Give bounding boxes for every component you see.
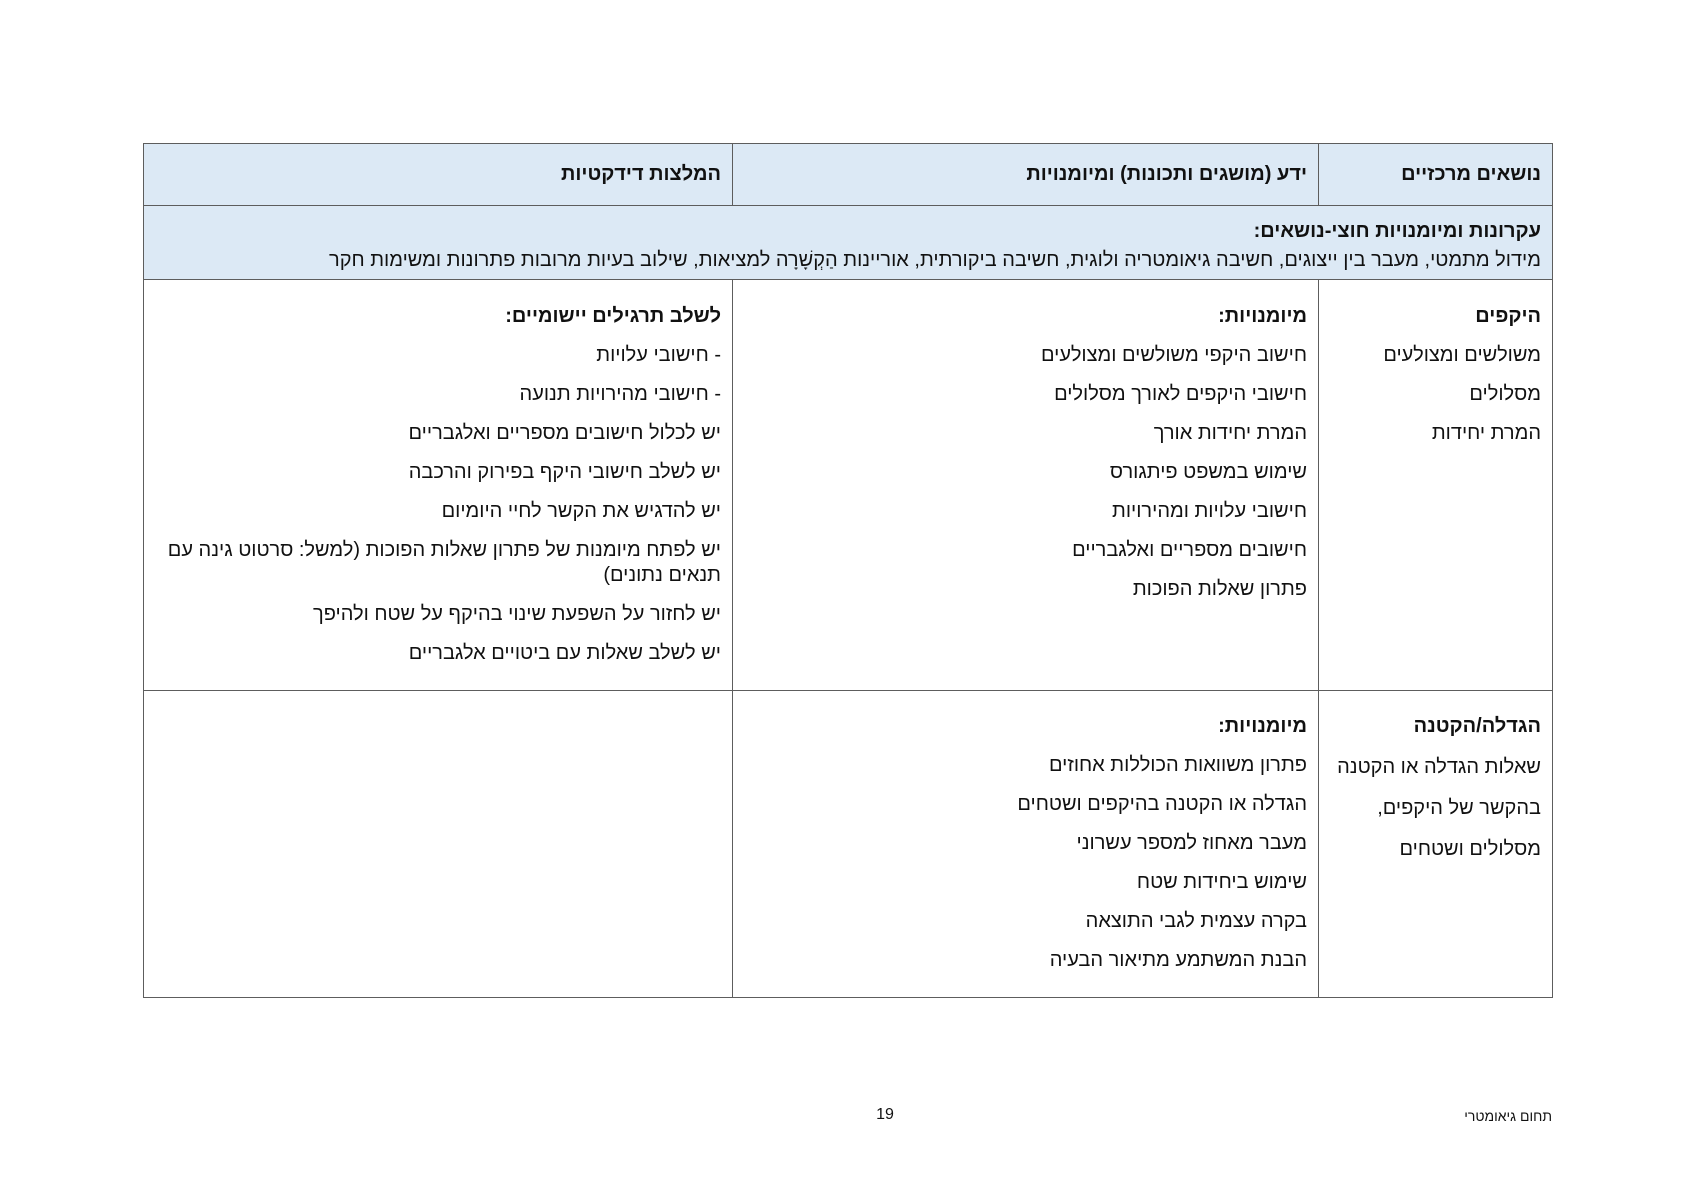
list-item: חישובים מספריים ואלגבריים [1072,539,1307,561]
header-didactic: המלצות דידקטיות [144,144,733,206]
cross-topic-cell [144,206,1553,280]
table-row-scaling [144,691,1553,998]
list-item: פתרון שאלות הפוכות [1132,578,1307,600]
list-item: חישובי היקפים לאורך מסלולים [1054,383,1307,405]
list-item: בהקשר של היקפים, [1377,797,1541,819]
list-item: הבנת המשתמע מתיאור הבעיה [1049,949,1307,971]
list-item: משולשים ומצולעים [1383,344,1541,366]
knowledge-list [733,691,1318,997]
didactic-cell-empty [144,691,733,998]
knowledge-cell [733,280,1319,691]
list-item: המרת יחידות [1431,422,1541,444]
list-item: חישוב היקפי משולשים ומצולעים [1041,344,1307,366]
list-item: מסלולים [1469,383,1541,405]
list-item: בקרה עצמית לגבי התוצאה [1085,910,1307,932]
list-item: שאלות הגדלה או הקטנה [1337,756,1541,778]
list-item: פתרון משוואות הכוללות אחוזים [1049,754,1307,776]
knowledge-cell [733,691,1319,998]
didactic-cell [144,280,733,691]
topic-title: הגדלה/הקטנה [1413,715,1541,737]
cross-topic-text: מידול מתמטי, מעבר בין ייצוגים, חשיבה גיאומטריה ולוגית, חשיבה ביקורתית, אוריינות הַקְשָׁרָה למציאות, שילוב בעיות מרובות פתרונות ומשימות חקר [329,249,1541,271]
topics-cell [1319,280,1553,691]
header-knowledge: ידע (מושגים ותכונות) ומיומנויות [733,144,1319,206]
list-item: - חישובי מהירויות תנועה [519,383,721,405]
skills-heading: מיומנויות: [1218,305,1307,327]
didactic-heading: לשלב תרגילים יישומיים: [505,305,721,327]
list-item: המרת יחידות אורך [1153,422,1307,444]
list-item: מסלולים ושטחים [1399,838,1541,860]
topics-list [1319,691,1552,888]
list-item: הגדלה או הקטנה בהיקפים ושטחים [1017,793,1307,815]
list-item: שימוש במשפט פיתגורס [1109,461,1307,483]
skills-heading: מיומנויות: [1218,715,1307,737]
table-header-row [144,144,1553,206]
section-name: תחום גיאומטרי [1464,1108,1552,1124]
topic-title: היקפים [1475,305,1541,327]
cross-topic-title: עקרונות ומיומנויות חוצי-נושאים: [1253,220,1541,242]
page-number: 19 [876,1106,894,1123]
table-row-perimeters [144,280,1553,691]
list-item: - חישובי עלויות [596,344,721,366]
list-item: יש לכלול חישובים מספריים ואלגבריים [408,422,721,444]
list-item: יש להדגיש את הקשר לחיי היומיום [441,500,721,522]
list-item: מעבר מאחוז למספר עשרוני [1076,832,1307,854]
header-topics: נושאים מרכזיים [1319,144,1553,206]
topics-cell [1319,691,1553,998]
list-item: יש לחזור על השפעת שינוי בהיקף על שטח ולהיפך [313,603,721,625]
list-item: יש לפתח מיומנות של פתרון שאלות הפוכות (למשל: סרטוט גינה עם תנאים נתונים) [167,539,721,586]
topics-list [1319,280,1552,470]
didactic-list [144,280,732,690]
list-item: יש לשלב שאלות עם ביטויים אלגבריים [408,642,721,664]
cross-topic-row [144,206,1553,280]
knowledge-list [733,280,1318,626]
list-item: חישובי עלויות ומהירויות [1112,500,1307,522]
curriculum-table [143,143,1553,998]
list-item: יש לשלב חישובי היקף בפירוק והרכבה [408,461,721,483]
list-item: שימוש ביחידות שטח [1136,871,1307,893]
